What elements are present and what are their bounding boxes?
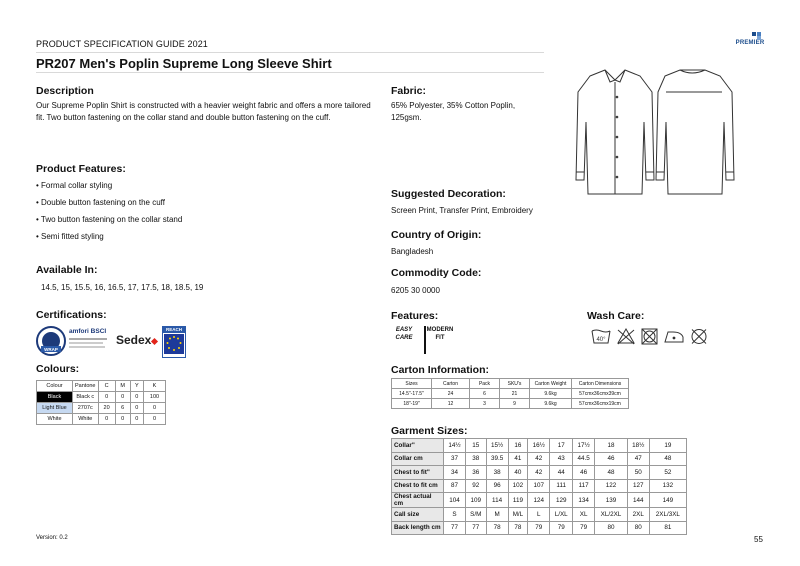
table-cell: 0 <box>98 414 115 425</box>
product-features-list <box>36 177 182 245</box>
table-cell: 38 <box>486 466 508 480</box>
table-cell: 44.5 <box>573 452 595 466</box>
table-header: M <box>115 381 130 392</box>
sedex-logo <box>116 333 157 347</box>
feature-item: • Formal collar styling <box>36 181 113 190</box>
table-cell: 9.6kg <box>530 399 572 409</box>
table-header: Carton <box>432 379 470 389</box>
table-cell: 0 <box>115 392 130 403</box>
table-cell: 78 <box>508 521 528 535</box>
table-cell: 0 <box>130 403 143 414</box>
table-cell: 12 <box>432 399 470 409</box>
table-header: Carton Dimensions <box>572 379 629 389</box>
origin-heading: Country of Origin: <box>391 229 482 241</box>
description-text: Our Supreme Poplin Shirt is constructed with a heavier weight fabric and offers a more tailored fit. Two button fastening on the collar stand and double button fastening on the cuff. <box>36 101 371 122</box>
table-header: Pantone <box>73 381 99 392</box>
table-cell: 79 <box>550 521 573 535</box>
table-cell: 17½ <box>573 439 595 453</box>
table-cell: 0 <box>130 392 143 403</box>
table-cell: XL/2XL <box>595 508 628 522</box>
table-row <box>392 399 629 409</box>
table-cell: 119 <box>508 493 528 508</box>
table-cell: 48 <box>649 452 686 466</box>
table-cell: M <box>486 508 508 522</box>
iron-low-icon <box>665 332 683 342</box>
certifications-heading: Certifications: <box>36 309 107 321</box>
sedex-mark-icon <box>151 338 158 345</box>
colours-table <box>36 380 166 425</box>
table-header: K <box>144 381 166 392</box>
table-cell: 79 <box>573 521 595 535</box>
table-cell: 17 <box>550 439 573 453</box>
available-sizes-text: 14.5, 15, 15.5, 16, 16.5, 17, 17.5, 18, 18.5, 19 <box>41 283 204 292</box>
table-cell: 134 <box>573 493 595 508</box>
wash-care-heading: Wash Care: <box>587 310 645 322</box>
garment-sizes-heading: Garment Sizes: <box>391 425 468 437</box>
table-cell: 77 <box>444 521 466 535</box>
shirt-back-icon <box>656 70 734 194</box>
table-cell: 81 <box>649 521 686 535</box>
table-header-row <box>37 381 166 392</box>
row-header: Chest to fit cm <box>392 479 444 493</box>
table-cell: 92 <box>465 479 486 493</box>
description-heading: Description <box>36 85 94 97</box>
table-cell: 42 <box>528 466 550 480</box>
table-cell: 77 <box>465 521 486 535</box>
table-cell: S <box>444 508 466 522</box>
table-cell: 36 <box>465 466 486 480</box>
table-cell: 18½ <box>627 439 649 453</box>
row-header: Call size <box>392 508 444 522</box>
title-divider <box>36 72 544 73</box>
wrap-logo <box>36 326 66 356</box>
table-cell: 0 <box>130 414 143 425</box>
guide-title: PRODUCT SPECIFICATION GUIDE 2021 <box>36 39 208 49</box>
table-header: Sizes <box>392 379 432 389</box>
logo-text: PREMIER <box>735 40 765 46</box>
row-header: Back length cm <box>392 521 444 535</box>
table-cell: 0 <box>144 403 166 414</box>
table-header-row <box>392 379 629 389</box>
table-cell: L <box>528 508 550 522</box>
eu-stars-icon <box>163 333 185 355</box>
premier-logo <box>733 32 767 46</box>
table-cell: 16 <box>508 439 528 453</box>
colour-swatch-black: Black <box>37 392 73 403</box>
table-cell: 18"-19" <box>392 399 432 409</box>
table-cell: 2707c <box>73 403 99 414</box>
table-row <box>37 414 166 425</box>
table-header: SKU's <box>500 379 530 389</box>
table-row <box>37 392 166 403</box>
carton-table <box>391 378 629 409</box>
table-cell: 14½ <box>444 439 466 453</box>
table-cell: 79 <box>528 521 550 535</box>
table-cell: 0 <box>144 414 166 425</box>
row-header: Collar" <box>392 439 444 453</box>
table-row <box>392 439 687 453</box>
product-features-heading: Product Features: <box>36 163 126 175</box>
garment-sizes-table <box>391 438 687 535</box>
table-cell: 144 <box>627 493 649 508</box>
easy-care-badge <box>391 326 417 354</box>
colours-heading: Colours: <box>36 363 80 375</box>
fabric-heading: Fabric: <box>391 85 427 97</box>
table-cell: 9.6kg <box>530 389 572 399</box>
table-cell: 2XL <box>627 508 649 522</box>
table-header: Colour <box>37 381 73 392</box>
table-row <box>392 521 687 535</box>
table-cell: 44 <box>550 466 573 480</box>
table-cell: Black c <box>73 392 99 403</box>
table-row <box>37 403 166 414</box>
page-number: 55 <box>754 535 763 544</box>
header-divider <box>36 52 544 53</box>
feature-item: • Semi fitted styling <box>36 232 104 241</box>
table-cell: 80 <box>627 521 649 535</box>
table-cell: XL <box>573 508 595 522</box>
table-cell: 42 <box>528 452 550 466</box>
table-cell: 3 <box>470 399 500 409</box>
table-cell: 139 <box>595 493 628 508</box>
colour-swatch-light-blue: Light Blue <box>37 403 73 414</box>
table-cell: 124 <box>528 493 550 508</box>
table-cell: 20 <box>98 403 115 414</box>
wash-temp-text: 40° <box>596 337 606 343</box>
table-cell: M/L <box>508 508 528 522</box>
modern-fit-text: MODERN FIT <box>426 327 454 341</box>
table-cell: 48 <box>595 466 628 480</box>
table-cell: 14.5"-17.5" <box>392 389 432 399</box>
wash-care-icons <box>590 327 712 347</box>
table-cell: 37 <box>444 452 466 466</box>
table-cell: 16½ <box>528 439 550 453</box>
sedex-text: Sedex <box>116 333 152 347</box>
table-cell: 109 <box>465 493 486 508</box>
table-cell: 100 <box>144 392 166 403</box>
origin-text: Bangladesh <box>391 247 434 256</box>
wash-40-icon <box>592 330 610 343</box>
certification-logos <box>36 326 196 360</box>
table-cell: 104 <box>444 493 466 508</box>
table-cell: 50 <box>627 466 649 480</box>
product-title: PR207 Men's Poplin Supreme Long Sleeve Shirt <box>36 56 332 71</box>
table-cell: 80 <box>595 521 628 535</box>
reach-text: REACH <box>163 327 185 333</box>
table-cell: 2XL/3XL <box>649 508 686 522</box>
table-cell: S/M <box>465 508 486 522</box>
row-header: Collar cm <box>392 452 444 466</box>
table-cell: 43 <box>550 452 573 466</box>
table-cell: 9 <box>500 399 530 409</box>
amfori-bsci-logo <box>69 328 111 348</box>
available-in-heading: Available In: <box>36 264 98 276</box>
table-cell: 127 <box>627 479 649 493</box>
table-cell: 15 <box>465 439 486 453</box>
table-cell: 34 <box>444 466 466 480</box>
table-cell: 38 <box>465 452 486 466</box>
table-cell: 40 <box>508 466 528 480</box>
feature-item: • Double button fastening on the cuff <box>36 198 165 207</box>
table-cell: 57cmx36cmx39cm <box>572 389 629 399</box>
table-cell: 132 <box>649 479 686 493</box>
table-row <box>392 389 629 399</box>
table-row <box>392 508 687 522</box>
table-cell: 87 <box>444 479 466 493</box>
table-cell: 39.5 <box>486 452 508 466</box>
table-cell: 102 <box>508 479 528 493</box>
decoration-text: Screen Print, Transfer Print, Embroidery <box>391 206 533 215</box>
fabric-text: 65% Polyester, 35% Cotton Poplin, 125gsm. <box>391 101 516 122</box>
table-cell: 57cmx36cmx19cm <box>572 399 629 409</box>
table-cell: 52 <box>649 466 686 480</box>
table-cell: 107 <box>528 479 550 493</box>
logo-mark-icon <box>733 32 767 40</box>
row-header: Chest actual cm <box>392 493 444 508</box>
table-cell: 122 <box>595 479 628 493</box>
table-cell: 117 <box>573 479 595 493</box>
shirt-illustration <box>550 62 750 202</box>
table-cell: 24 <box>432 389 470 399</box>
colour-swatch-white: White <box>37 414 73 425</box>
table-cell: 149 <box>649 493 686 508</box>
table-cell: 19 <box>649 439 686 453</box>
table-header: Carton Weight <box>530 379 572 389</box>
table-cell: 96 <box>486 479 508 493</box>
decoration-heading: Suggested Decoration: <box>391 188 506 200</box>
easy-care-text: EASY CARE <box>395 327 413 341</box>
garment-sizes-body <box>392 439 687 535</box>
version-text: Version: 0.2 <box>36 535 68 541</box>
table-row <box>392 452 687 466</box>
table-cell: 21 <box>500 389 530 399</box>
feature-item: • Two button fastening on the collar stand <box>36 215 183 224</box>
modern-fit-badge <box>424 326 454 354</box>
do-not-tumble-dry-icon <box>642 329 657 344</box>
table-cell: 6 <box>115 403 130 414</box>
do-not-bleach-icon <box>618 329 634 344</box>
table-header: Y <box>130 381 143 392</box>
carton-heading: Carton Information: <box>391 364 489 376</box>
table-row <box>392 466 687 480</box>
table-cell: 46 <box>573 466 595 480</box>
table-cell: 6 <box>470 389 500 399</box>
table-cell: 114 <box>486 493 508 508</box>
table-cell: 0 <box>98 392 115 403</box>
commodity-heading: Commodity Code: <box>391 267 482 279</box>
row-header: Chest to fit" <box>392 466 444 480</box>
table-cell: 47 <box>627 452 649 466</box>
table-cell: 18 <box>595 439 628 453</box>
features-heading: Features: <box>391 310 439 322</box>
table-cell: 111 <box>550 479 573 493</box>
table-header: C <box>98 381 115 392</box>
table-cell: 78 <box>486 521 508 535</box>
reach-logo <box>162 326 186 358</box>
table-cell: 0 <box>115 414 130 425</box>
table-cell: 41 <box>508 452 528 466</box>
table-cell: White <box>73 414 99 425</box>
amfori-text: amfori BSCI <box>69 328 107 335</box>
table-cell: 129 <box>550 493 573 508</box>
table-row <box>392 493 687 508</box>
table-row <box>392 479 687 493</box>
table-header: Pack <box>470 379 500 389</box>
commodity-text: 6205 30 0000 <box>391 286 440 295</box>
table-cell: 15½ <box>486 439 508 453</box>
do-not-dry-clean-icon <box>692 330 706 344</box>
table-cell: 46 <box>595 452 628 466</box>
table-cell: L/XL <box>550 508 573 522</box>
wrap-logo-text: WRAP <box>44 347 58 352</box>
